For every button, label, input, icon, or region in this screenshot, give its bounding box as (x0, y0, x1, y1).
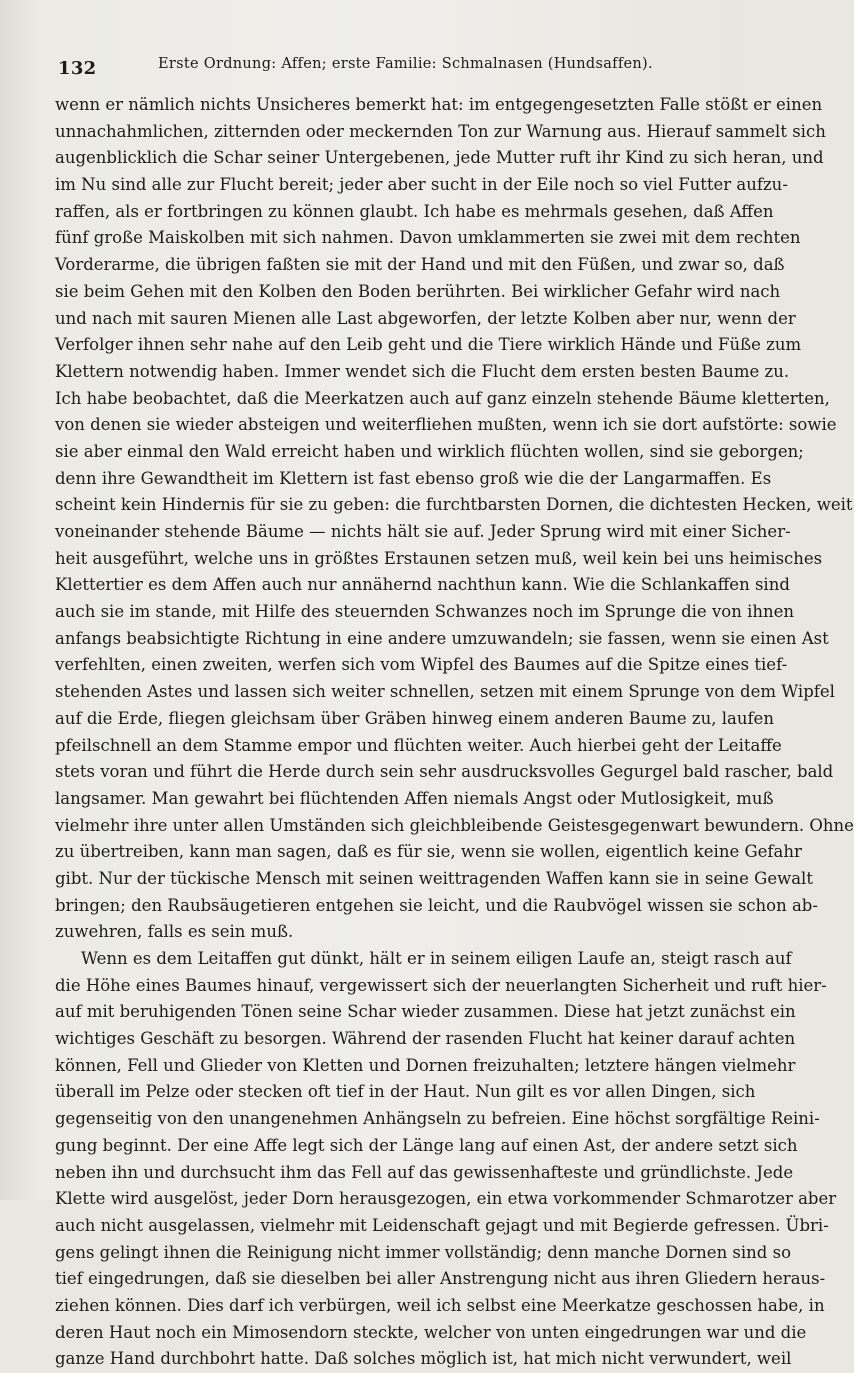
text-line: gegenseitig von den unangenehmen Anhängseln zu befreien. Eine höchst sorgfältige Reini- (55, 1109, 820, 1129)
text-line: anfangs beabsichtigte Richtung in eine andere umzuwandeln; sie fassen, wenn sie einen Ast (55, 628, 829, 648)
text-line: gibt. Nur der tückische Mensch mit seinen weittragenden Waffen kann sie in seine Gewalt (55, 868, 813, 888)
text-line: augenblicklich die Schar seiner Untergebenen, jede Mutter ruft ihr Kind zu sich heran, und (55, 148, 824, 168)
paragraph (55, 946, 837, 1373)
text-line: auch nicht ausgelassen, vielmehr mit Leidenschaft gejagt und mit Begierde gefressen. Übri- (55, 1215, 829, 1235)
text-line: wenn er nämlich nichts Unsicheres bemerkt hat: im entgegengesetzten Falle stößt er einen (55, 95, 823, 114)
text-line: stehenden Astes und lassen sich weiter schnellen, setzen mit einem Sprunge von dem Wipfel (55, 682, 835, 702)
text-line: Verfolger ihnen sehr nahe auf den Leib geht und die Tiere wirklich Hände und Füße zum (55, 335, 802, 355)
paragraph (55, 92, 854, 946)
text-line: fünf große Maiskolben mit sich nahmen. Davon umklammerten sie zwei mit dem rechten (55, 228, 801, 248)
text-line: gens gelingt ihnen die Reinigung nicht immer vollständig; denn manche Dornen sind so (55, 1242, 792, 1262)
text-line: pfeilschnell an dem Stamme empor und flüchten weiter. Auch hierbei geht der Leitaffe (55, 735, 782, 755)
text-line: auch sie im stande, mit Hilfe des steuernden Schwanzes noch im Sprunge die von ihnen (55, 602, 794, 622)
text-line: tief eingedrungen, daß sie dieselben bei aller Anstrengung nicht aus ihren Gliedern heraus- (55, 1269, 826, 1289)
body-text (55, 92, 854, 1373)
text-line: raffen, als er fortbringen zu können glaubt. Ich habe es mehrmals gesehen, daß Affen (55, 201, 774, 221)
text-line: Klette wird ausgelöst, jeder Dorn herausgezogen, ein etwa vorkommender Schmarotzer aber (55, 1189, 837, 1209)
text-line: ziehen können. Dies darf ich verbürgen, weil ich selbst eine Meerkatze geschossen habe, in (55, 1295, 825, 1315)
text-line: voneinander stehende Bäume — nichts hält sie auf. Jeder Sprung wird mit einer Sicher- (55, 522, 791, 541)
text-line: scheint kein Hindernis für sie zu geben: die furchtbarsten Dornen, die dichtesten Hecken, weit (55, 495, 853, 515)
text-line: vielmehr ihre unter allen Umständen sich gleichbleibende Geistesgegenwart bewundern. Ohne (55, 815, 854, 835)
text-line: überall im Pelze oder stecken oft tief in der Haut. Nun gilt es vor allen Dingen, sich (55, 1082, 756, 1102)
text-line: und nach mit sauren Mienen alle Last abgeworfen, der letzte Kolben aber nur, wenn der (55, 308, 796, 328)
text-line: neben ihn und durchsucht ihm das Fell auf das gewissenhafteste und gründlichste. Jede (55, 1162, 794, 1182)
text-line: im Nu sind alle zur Flucht bereit; jeder aber sucht in der Eile noch so viel Futter aufzu- (55, 175, 788, 195)
page-number: 132 (58, 58, 97, 79)
text-line: die Höhe eines Baumes hinauf, vergewissert sich der neuerlangten Sicherheit und ruft hier- (55, 975, 827, 995)
text-line: gung beginnt. Der eine Affe legt sich der Länge lang auf einen Ast, der andere setzt sich (55, 1135, 798, 1155)
text-line: sie aber einmal den Wald erreicht haben und wirklich flüchten wollen, sind sie geborgen; (55, 441, 804, 461)
text-line: auf die Erde, fliegen gleichsam über Gräben hinweg einem anderen Baume zu, laufen (55, 708, 774, 728)
text-line: Klettern notwendig haben. Immer wendet sich die Flucht dem ersten besten Baume zu. (55, 361, 790, 381)
text-line: Vorderarme, die übrigen faßten sie mit der Hand und mit den Füßen, und zwar so, daß (55, 255, 785, 275)
running-title: Erste Ordnung: Affen; erste Familie: Schmalnasen (Hundsaffen). (158, 56, 653, 72)
text-line: wichtiges Geschäft zu besorgen. Während der rasenden Flucht hat keiner darauf achten (55, 1029, 796, 1049)
text-line: stets voran und führt die Herde durch sein sehr ausdrucksvolles Gegurgel bald rascher, bald (55, 762, 834, 782)
text-line: deren Haut noch ein Mimosendorn steckte, welcher von unten eingedrungen war und die (55, 1322, 807, 1342)
text-line: zuwehren, falls es sein muß. (55, 922, 294, 942)
text-line: sie beim Gehen mit den Kolben den Boden berührten. Bei wirklicher Gefahr wird nach (55, 281, 781, 301)
text-line: auf mit beruhigenden Tönen seine Schar wieder zusammen. Diese hat jetzt zunächst ein (55, 1002, 796, 1022)
text-line: können, Fell und Glieder von Kletten und Dornen freizuhalten; letztere hängen vielmehr (55, 1055, 796, 1075)
text-line: langsamer. Man gewahrt bei flüchtenden Affen niemals Angst oder Mutlosigkeit, muß (55, 788, 774, 808)
page-header (58, 52, 691, 79)
text-line: denn ihre Gewandtheit im Klettern ist fast ebenso groß wie die der Langarmaffen. Es (55, 468, 772, 488)
text-line: Wenn es dem Leitaffen gut dünkt, hält er in seinem eiligen Laufe an, steigt rasch auf (81, 949, 792, 968)
text-line: heit ausgeführt, welche uns in größtes Erstaunen setzen muß, weil kein bei uns heimisches (55, 548, 823, 568)
text-line: zu übertreiben, kann man sagen, daß es für sie, wenn sie wollen, eigentlich keine Gefahr (55, 842, 802, 862)
text-line: Klettertier es dem Affen auch nur annähernd nachthun kann. Wie die Schlankaffen sind (55, 575, 790, 595)
text-line: unnachahmlichen, zitternden oder meckernden Ton zur Warnung aus. Hierauf sammelt sich (55, 121, 826, 141)
text-line: ganze Hand durchbohrt hatte. Daß solches möglich ist, hat mich nicht verwundert, weil (55, 1349, 792, 1369)
text-line: von denen sie wieder absteigen und weiterfliehen mußten, wenn ich sie dort aufstörte: sowie (55, 415, 837, 435)
text-line: verfehlten, einen zweiten, werfen sich vom Wipfel des Baumes auf die Spitze eines tief- (55, 655, 788, 675)
text-line: bringen; den Raubsäugetieren entgehen sie leicht, und die Raubvögel wissen sie schon ab- (55, 895, 818, 915)
text-line: Ich habe beobachtet, daß die Meerkatzen auch auf ganz einzeln stehende Bäume kletterten, (55, 388, 830, 408)
